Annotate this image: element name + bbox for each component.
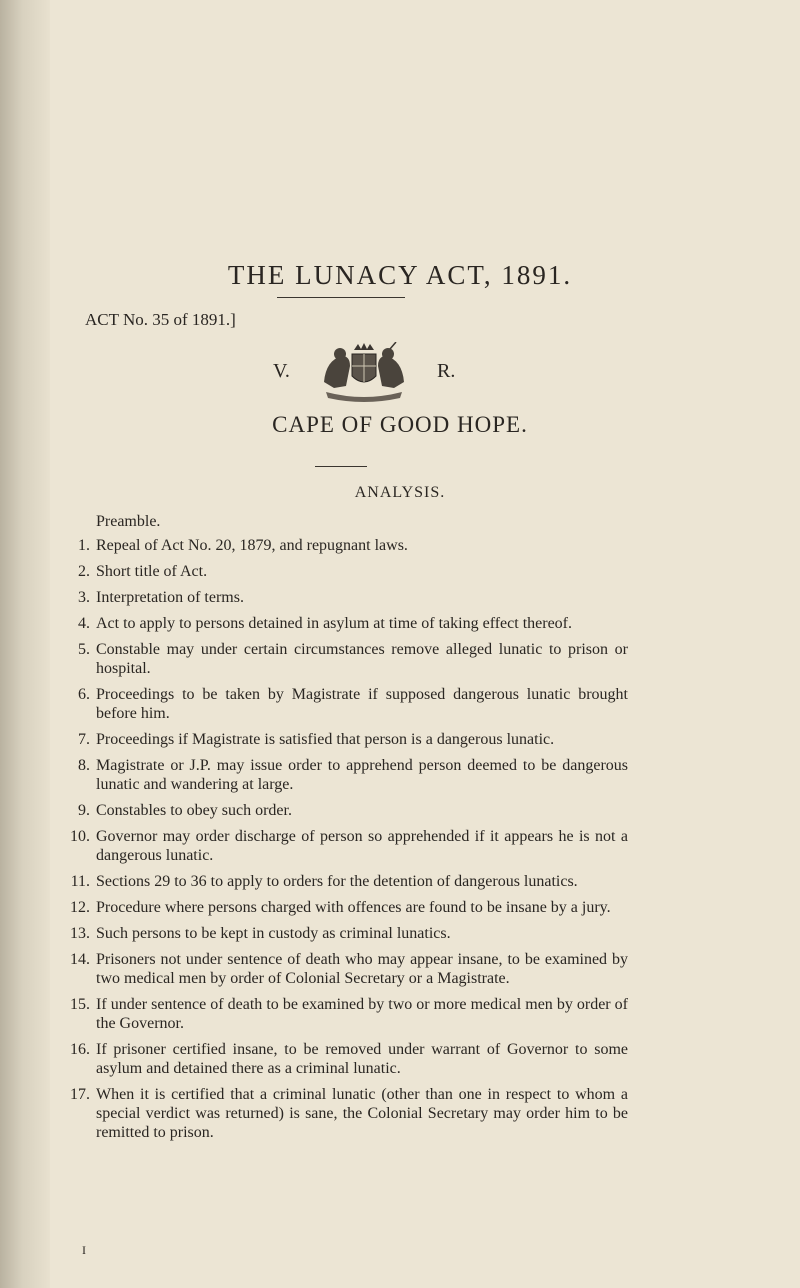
item-number: 6.: [78, 686, 90, 703]
list-item: [68, 756, 628, 794]
item-text: Procedure where persons charged with offences are found to be insane by a jury.: [96, 899, 611, 916]
item-text: Repeal of Act No. 20, 1879, and repugnant laws.: [96, 537, 408, 554]
item-number: 12.: [70, 899, 90, 916]
crest-left-letter: V.: [273, 360, 290, 382]
item-text: Act to apply to persons detained in asylum at time of taking effect thereof.: [96, 615, 573, 632]
list-item: [68, 924, 628, 943]
colony-heading: CAPE OF GOOD HOPE.: [272, 412, 528, 437]
item-number: 13.: [70, 925, 90, 942]
item-text: Constable may under certain circumstances remove alleged lunatic to prison or hospital.: [96, 641, 628, 677]
item-text: Proceedings if Magistrate is satisfied that person is a dangerous lunatic.: [96, 731, 555, 748]
analysis-heading: ANALYSIS.: [354, 484, 446, 501]
item-text: Constables to obey such order.: [96, 802, 292, 819]
list-item: [68, 898, 628, 917]
item-text: Proceedings to be taken by Magistrate if supposed dangerous lunatic brought before him.: [96, 686, 628, 722]
item-number: 8.: [78, 757, 90, 774]
list-item: [68, 588, 628, 607]
list-item: [68, 801, 628, 820]
list-item: [68, 872, 628, 891]
item-number: 15.: [70, 996, 90, 1013]
item-number: 10.: [70, 828, 90, 845]
item-number: 14.: [70, 951, 90, 968]
list-item: [68, 827, 628, 865]
item-text: Interpretation of terms.: [96, 589, 244, 606]
item-text: Short title of Act.: [96, 563, 208, 580]
item-text: Governor may order discharge of person so apprehended if it appears he is not a dangerous lunatic.: [96, 828, 628, 864]
crest-right-letter: R.: [437, 360, 456, 382]
item-number: 3.: [78, 589, 90, 606]
item-number: 4.: [78, 615, 90, 632]
colony-divider: [315, 466, 367, 467]
item-text: If prisoner certified insane, to be removed under warrant of Governor to some asylum and detained there as a criminal lunatic.: [96, 1041, 628, 1077]
item-number: 9.: [78, 802, 90, 819]
item-number: 16.: [70, 1041, 90, 1058]
royal-crest-row: [0, 342, 800, 404]
list-item: [68, 614, 628, 633]
list-item: [68, 1085, 628, 1142]
list-item: [68, 950, 628, 988]
list-item: [68, 995, 628, 1033]
royal-coat-of-arms-icon: [304, 342, 424, 402]
list-item: [68, 1040, 628, 1078]
item-text: When it is certified that a criminal lunatic (other than one in respect to whom a special verdict was returned) is sane, the Colonial Secretary may order him to be remitted to prison.: [96, 1086, 628, 1141]
act-number: ACT No. 35 of 1891.]: [85, 310, 236, 329]
item-number: 11.: [70, 873, 90, 890]
item-number: 5.: [78, 641, 90, 658]
signature-mark: I: [82, 1243, 86, 1257]
item-text: Magistrate or J.P. may issue order to apprehend person deemed to be dangerous lunatic and wandering at large.: [96, 757, 628, 793]
item-text: Prisoners not under sentence of death who may appear insane, to be examined by two medical men by order of Colonial Secretary or a Magistrate.: [96, 951, 628, 987]
item-text: If under sentence of death to be examined by two or more medical men by order of the Governor.: [96, 996, 628, 1032]
list-item: [68, 562, 628, 581]
analysis-list: [68, 536, 628, 1149]
item-text: Sections 29 to 36 to apply to orders for the detention of dangerous lunatics.: [96, 873, 578, 890]
preamble-label: Preamble.: [96, 513, 161, 530]
act-title: THE LUNACY ACT, 1891.: [227, 260, 573, 290]
item-number: 2.: [78, 563, 90, 580]
list-item: [68, 730, 628, 749]
item-text: Such persons to be kept in custody as criminal lunatics.: [96, 925, 451, 942]
item-number: 17.: [70, 1086, 90, 1103]
item-number: 1.: [78, 537, 90, 554]
item-number: 7.: [78, 731, 90, 748]
list-item: [68, 640, 628, 678]
title-divider: [277, 297, 405, 298]
list-item: [68, 536, 628, 555]
list-item: [68, 685, 628, 723]
